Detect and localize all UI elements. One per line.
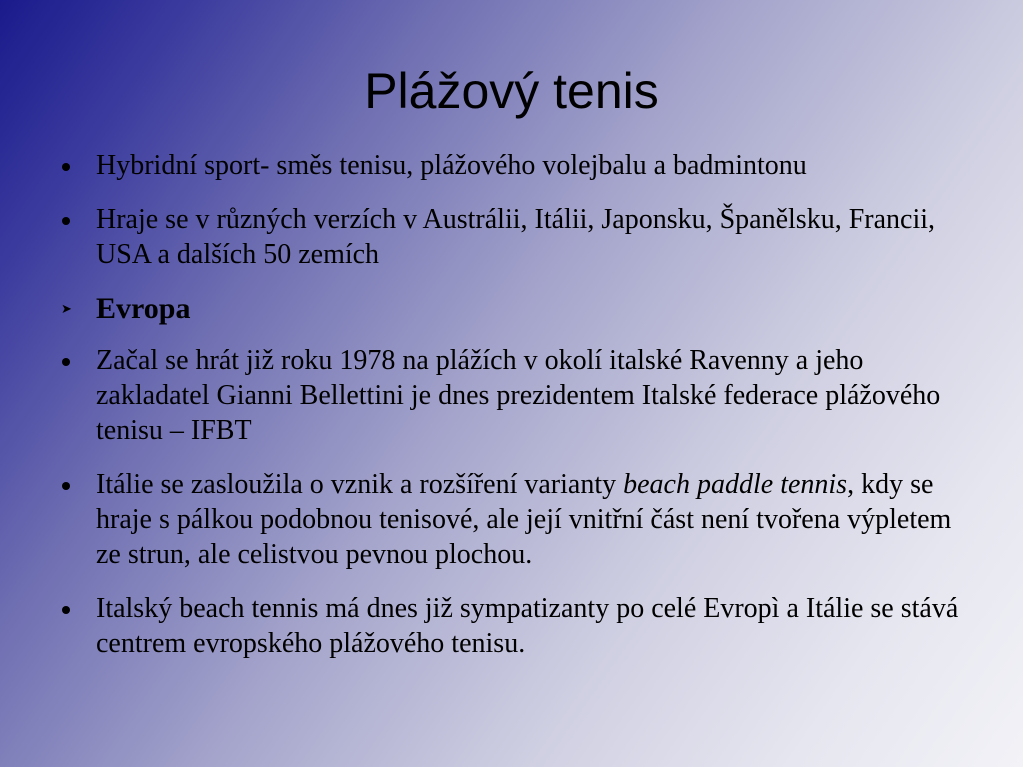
arrow-bullet-icon: ➤ [61,302,72,317]
bullet-list [60,148,960,680]
list-item-text: Začal se hrát již roku 1978 na plážích v okolí italské Ravenny a jeho zakladatel Gianni Bellettini je dnes prezidentem Italské federace plážového tenisu – IFBT [96,345,941,446]
list-item-text: Hraje se v různých verzích v Austrálii, Itálii, Japonsku, Španělsku, Francii, USA a dalších 50 zemích [96,204,936,270]
slide-title: Plážový tenis [364,63,659,119]
round-bullet-icon [62,163,70,171]
list-item-italic-term: beach paddle tennis [623,469,848,500]
list-item-text-after: , kdy se hraje s pálkou podobnou tenisové, ale její vnitřní část není tvořena výpletem ze strun, ale celistvou pevnou plochou. [96,469,952,570]
list-item [60,202,960,272]
round-bullet-icon [62,217,70,225]
list-item-text: Italský beach tennis má dnes již sympatizanty po celé Evropì a Itálie se stává centrem evropského plážového tenisu. [96,593,959,659]
section-heading-item [60,291,960,327]
list-item-text: Hybridní sport- směs tenisu, plážového volejbalu a badmintonu [96,150,807,181]
round-bullet-icon [62,358,70,366]
section-heading: Evropa [96,292,191,325]
list-item [60,343,960,448]
list-item-text-before: Itálie se zasloužila o vznik a rozšíření varianty [96,469,624,500]
list-item [60,467,960,572]
round-bullet-icon [62,482,70,490]
list-item [60,591,960,661]
round-bullet-icon [62,606,70,614]
list-item [60,148,960,183]
